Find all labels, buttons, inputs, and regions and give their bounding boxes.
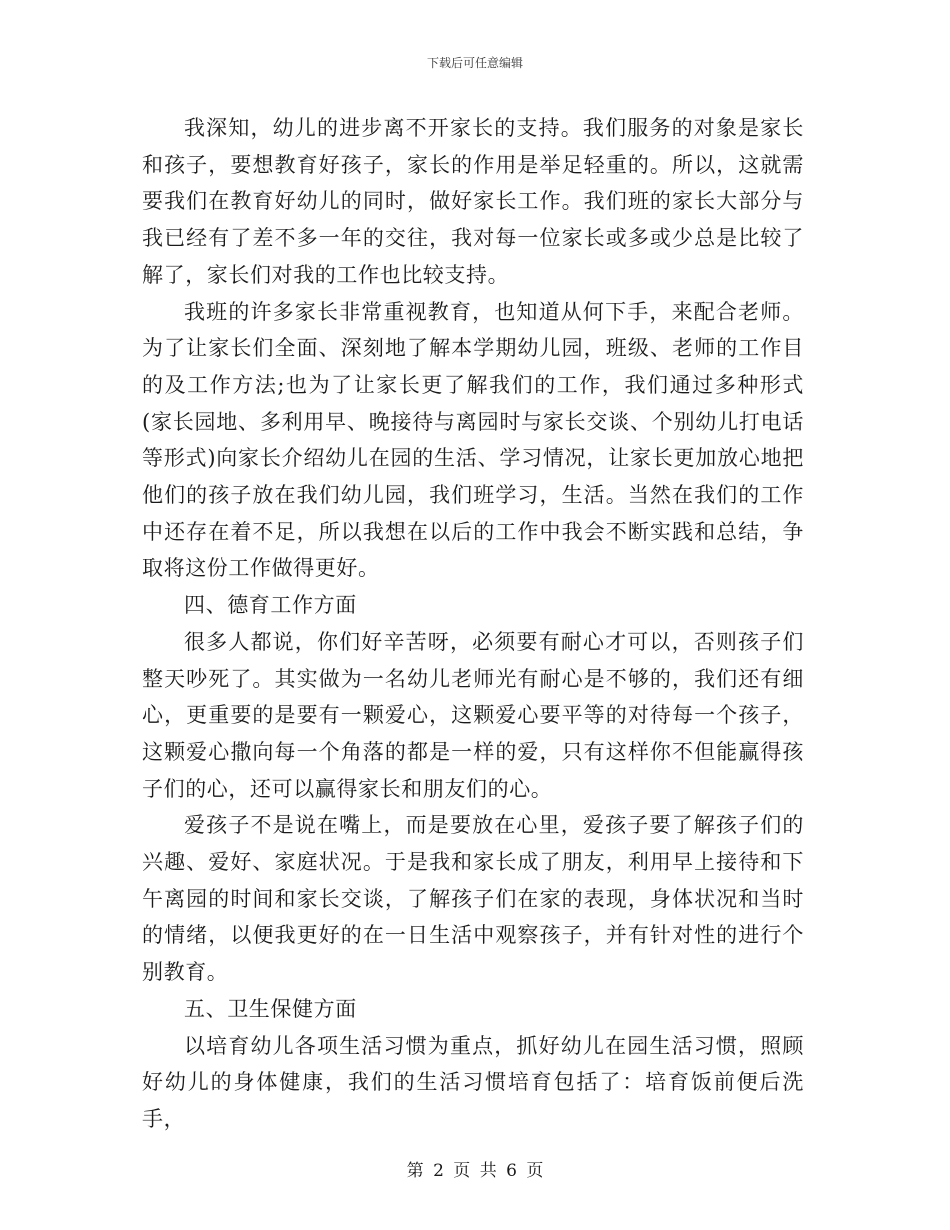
- page-header-note: 下载后可任意编辑: [426, 56, 523, 70]
- paragraph-living-habits: 以培育幼儿各项生活习惯为重点，抓好幼儿在园生活习惯，照顾好幼儿的身体健康，我们的生活习惯培育包括了：培育饭前便后洗手，: [142, 1033, 804, 1131]
- page-number-footer: 第 2 页 共 6 页: [406, 1161, 544, 1181]
- paragraph-parent-communication: 我班的许多家长非常重视教育，也知道从何下手，来配合老师。为了让家长们全面、深刻地了解本学期幼儿园，班级、老师的工作目的及工作方法;也为了让家长更了解我们的工作，我们通过多种形式(家长园地、多利用早、晚接待与离园时与家长交谈、个别幼儿打电话等形式)向家长介绍幼儿在园的生活、学习情况，让家长更加放心地把他们的孩子放在我们幼儿园，我们班学习，生活。当然在我们的工作中还存在着不足，所以我想在以后的工作中我会不断实践和总结，争取将这份工作做得更好。: [142, 299, 804, 581]
- paragraph-parent-support: 我深知，幼儿的进步离不开家长的支持。我们服务的对象是家长和孩子，要想教育好孩子，家长的作用是举足轻重的。所以，这就需要我们在教育好幼儿的同时，做好家长工作。我们班的家长大部分与我已经有了差不多一年的交往，我对每一位家长或多或少总是比较了解了，家长们对我的工作也比较支持。: [142, 116, 804, 287]
- paragraph-patience-love: 很多人都说，你们好辛苦呀，必须要有耐心才可以，否则孩子们整天吵死了。其实做为一名幼儿老师光有耐心是不够的，我们还有细心，更重要的是要有一颗爱心，这颗爱心要平等的对待每一个孩子，这颗爱心撒向每一个角落的都是一样的爱，只有这样你不但能赢得孩子们的心，还可以赢得家长和朋友们的心。: [142, 629, 804, 801]
- section-heading-health-care: 五、卫生保健方面: [184, 996, 357, 1021]
- paragraph-understanding-children: 爱孩子不是说在嘴上，而是要放在心里，爱孩子要了解孩子们的兴趣、爱好、家庭状况。于是我和家长成了朋友，利用早上接待和下午离园的时间和家长交谈，了解孩子们在家的表现，身体状况和当时的情绪，以便我更好的在一日生活中观察孩子，并有针对性的进行个别教育。: [142, 813, 804, 985]
- section-heading-moral-education: 四、德育工作方面: [184, 593, 357, 618]
- document-body: [142, 110, 804, 1138]
